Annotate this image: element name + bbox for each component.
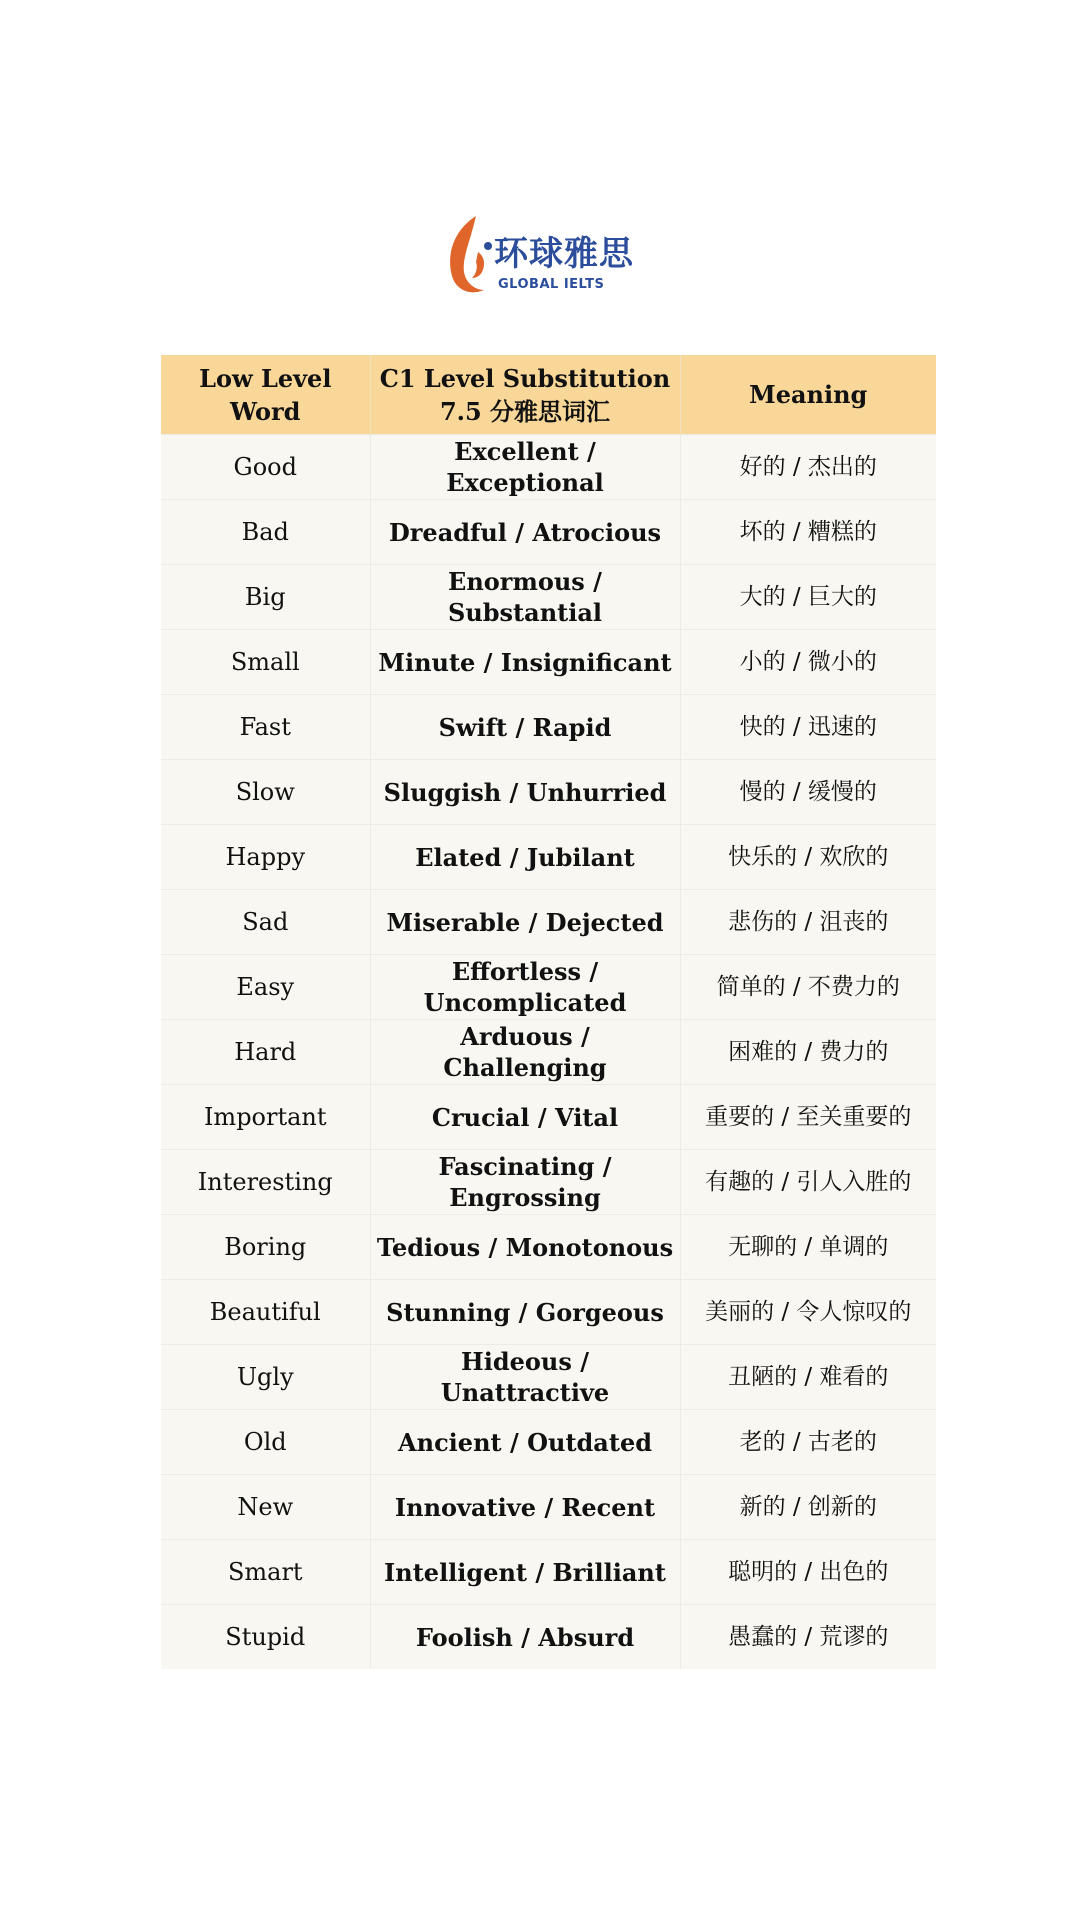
low-level-word-cell: Stupid: [161, 1605, 370, 1670]
meaning-cell: 丑陋的 / 难看的: [680, 1345, 936, 1410]
table-row: [161, 1410, 936, 1475]
table-row: [161, 1540, 936, 1605]
c1-substitution-cell: Hideous / Unattractive: [370, 1345, 680, 1410]
low-level-word-cell: Boring: [161, 1215, 370, 1280]
table-row: [161, 1475, 936, 1540]
logo-english-text: GLOBAL IELTS: [498, 277, 605, 292]
low-level-word-cell: Good: [161, 435, 370, 500]
low-level-word-cell: New: [161, 1475, 370, 1540]
low-level-word-cell: Smart: [161, 1540, 370, 1605]
c1-substitution-cell: Miserable / Dejected: [370, 890, 680, 955]
c1-substitution-cell: Excellent / Exceptional: [370, 435, 680, 500]
header-c1-line2: 7.5 分雅思词汇: [439, 396, 611, 426]
table-row: [161, 955, 936, 1020]
header-c1-substitution: [370, 355, 680, 435]
table-row: [161, 695, 936, 760]
meaning-cell: 美丽的 / 令人惊叹的: [680, 1280, 936, 1345]
meaning-cell: 慢的 / 缓慢的: [680, 760, 936, 825]
low-level-word-cell: Small: [161, 630, 370, 695]
low-level-word-cell: Important: [161, 1085, 370, 1150]
meaning-cell: 简单的 / 不费力的: [680, 955, 936, 1020]
meaning-cell: 坏的 / 糟糕的: [680, 500, 936, 565]
table-row: [161, 435, 936, 500]
low-level-word-cell: Big: [161, 565, 370, 630]
table-row: [161, 1020, 936, 1085]
c1-substitution-cell: Elated / Jubilant: [370, 825, 680, 890]
c1-substitution-cell: Enormous / Substantial: [370, 565, 680, 630]
table-row: [161, 1085, 936, 1150]
meaning-cell: 新的 / 创新的: [680, 1475, 936, 1540]
c1-substitution-cell: Tedious / Monotonous: [370, 1215, 680, 1280]
table-row: [161, 890, 936, 955]
header-low-level-word: Low Level Word: [161, 355, 370, 435]
low-level-word-cell: Easy: [161, 955, 370, 1020]
low-level-word-cell: Hard: [161, 1020, 370, 1085]
table-header: [161, 355, 936, 435]
logo-chinese-text: 环球雅思: [494, 234, 634, 274]
c1-substitution-cell: Effortless / Uncomplicated: [370, 955, 680, 1020]
meaning-cell: 小的 / 微小的: [680, 630, 936, 695]
meaning-cell: 快乐的 / 欢欣的: [680, 825, 936, 890]
c1-substitution-cell: Minute / Insignificant: [370, 630, 680, 695]
low-level-word-cell: Interesting: [161, 1150, 370, 1215]
meaning-cell: 有趣的 / 引人入胜的: [680, 1150, 936, 1215]
table-row: [161, 1150, 936, 1215]
meaning-cell: 困难的 / 费力的: [680, 1020, 936, 1085]
low-level-word-cell: Sad: [161, 890, 370, 955]
table-row: [161, 1215, 936, 1280]
c1-substitution-cell: Fascinating / Engrossing: [370, 1150, 680, 1215]
meaning-cell: 老的 / 古老的: [680, 1410, 936, 1475]
c1-substitution-cell: Stunning / Gorgeous: [370, 1280, 680, 1345]
low-level-word-cell: Happy: [161, 825, 370, 890]
header-c1-line1: C1 Level Substitution: [379, 363, 671, 393]
low-level-word-cell: Fast: [161, 695, 370, 760]
table-row: [161, 630, 936, 695]
table-row: [161, 1345, 936, 1410]
c1-substitution-cell: Intelligent / Brilliant: [370, 1540, 680, 1605]
meaning-cell: 大的 / 巨大的: [680, 565, 936, 630]
c1-substitution-cell: Innovative / Recent: [370, 1475, 680, 1540]
vocabulary-table: [161, 355, 936, 1669]
header-meaning: Meaning: [680, 355, 936, 435]
logo-mark-icon: [440, 212, 500, 302]
c1-substitution-cell: Arduous / Challenging: [370, 1020, 680, 1085]
table-row: [161, 1605, 936, 1670]
meaning-cell: 重要的 / 至关重要的: [680, 1085, 936, 1150]
c1-substitution-cell: Dreadful / Atrocious: [370, 500, 680, 565]
table-row: [161, 500, 936, 565]
header-row: [161, 355, 936, 435]
meaning-cell: 无聊的 / 单调的: [680, 1215, 936, 1280]
table-row: [161, 565, 936, 630]
c1-substitution-cell: Foolish / Absurd: [370, 1605, 680, 1670]
meaning-cell: 愚蠢的 / 荒谬的: [680, 1605, 936, 1670]
c1-substitution-cell: Sluggish / Unhurried: [370, 760, 680, 825]
low-level-word-cell: Old: [161, 1410, 370, 1475]
meaning-cell: 聪明的 / 出色的: [680, 1540, 936, 1605]
table-body: [161, 435, 936, 1670]
low-level-word-cell: Bad: [161, 500, 370, 565]
table-row: [161, 760, 936, 825]
table-row: [161, 825, 936, 890]
table-row: [161, 1280, 936, 1345]
low-level-word-cell: Slow: [161, 760, 370, 825]
meaning-cell: 好的 / 杰出的: [680, 435, 936, 500]
global-ielts-logo: [440, 212, 640, 302]
meaning-cell: 快的 / 迅速的: [680, 695, 936, 760]
c1-substitution-cell: Crucial / Vital: [370, 1085, 680, 1150]
c1-substitution-cell: Ancient / Outdated: [370, 1410, 680, 1475]
low-level-word-cell: Ugly: [161, 1345, 370, 1410]
low-level-word-cell: Beautiful: [161, 1280, 370, 1345]
meaning-cell: 悲伤的 / 沮丧的: [680, 890, 936, 955]
c1-substitution-cell: Swift / Rapid: [370, 695, 680, 760]
